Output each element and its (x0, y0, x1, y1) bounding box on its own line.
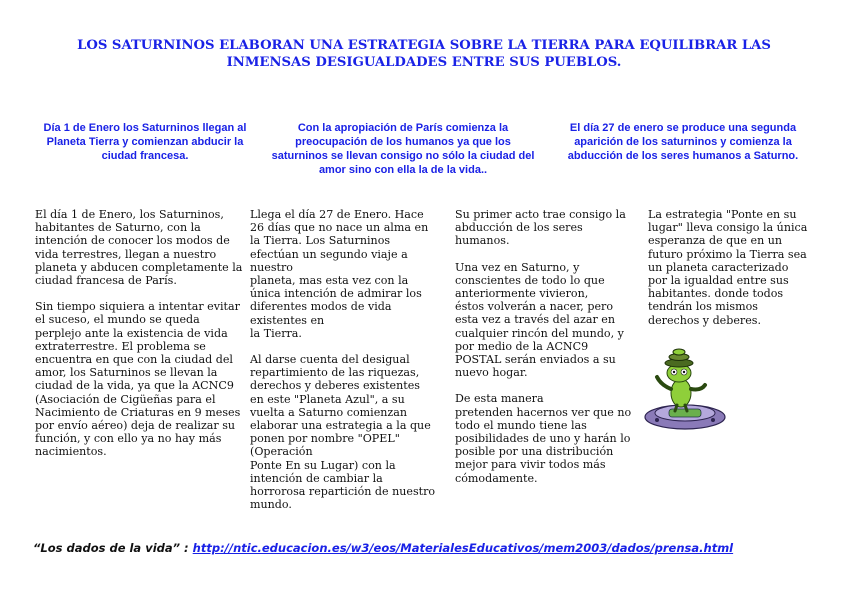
subtitle-paris: Con la apropiación de París comienza la preocupación de los humanos ya que los saturninos se llevan consigo no sólo la ciudad del amor sino con ella la de la vida.. (271, 122, 535, 176)
paragraph: Una vez en Saturno, y conscientes de todo lo que anteriormente vivieron, éstos volverán a nacer, pero esta vez a través del azar en cualquier rincón del mundo, y por medio de la ACNC9 POSTAL serán enviados a su nuevo hogar. (455, 260, 624, 380)
subtitle-day-1: Día 1 de Enero los Saturninos llegan al Planeta Tierra y comienzan abducir la ciudad francesa. (43, 122, 247, 162)
text-column-3 (455, 208, 637, 498)
text-column-4 (648, 208, 810, 340)
footer-quote: “Los dados de la vida” : (33, 541, 189, 555)
paragraph: El día 1 de Enero, los Saturninos, habitantes de Saturno, con la intención de conocer los modos de vida terrestres, llegan a nuestro planeta y abducen completamente la ciudad francesa de París. (35, 208, 243, 288)
paragraph: Al darse cuenta del desigual repartimiento de las riquezas, derechos y deberes existentes en este "Planeta Azul", a su vuelta a Saturno comienzan elaborar una estrategia a la que ponen por nombre "OPEL" (Operación Ponte En su Lugar) con la intención de cambiar la horrorosa repartición de nuestro mundo. (250, 353, 436, 512)
footer-link[interactable]: http://ntic.educacion.es/w3/eos/MaterialesEducativos/mem2003/dados/prensa.html (192, 541, 734, 555)
footer-citation (33, 541, 733, 555)
paragraph: La estrategia "Ponte en su lugar" lleva consigo la única esperanza de que en un futuro próximo la Tierra sea un planeta caracterizado por la igualdad entre sus habitantes. donde todos tendrán los mismos derechos y deberes. (648, 208, 808, 327)
page-title: LOS SATURNINOS ELABORAN UNA ESTRATEGIA SOBRE LA TIERRA PARA EQUILIBRAR LAS INMENSAS DESIGUALDADES ENTRE SUS PUEBLOS. (77, 38, 771, 70)
text-column-2 (250, 208, 440, 524)
paragraph: Sin tiempo siquiera a intentar evitar el suceso, el mundo se queda perplejo ante la existencia de vida extraterrestre. El problema se encuentra en que con la ciudad del amor, los Saturninos se llevan la ciudad de la vida, ya que la ACNC9 (Asociación de Cigüeñas para el Nacimiento de Criaturas en 9 meses por envío aéreo) deja de realizar su función, y con ello ya no hay más nacimientos. (35, 300, 241, 459)
subtitle-day-27: El día 27 de enero se produce una segunda aparición de los saturninos y comienza la abducción de los seres humanos a Saturno. (567, 122, 799, 162)
text-column-1 (35, 208, 245, 472)
paragraph: De esta manera pretenden hacernos ver que no todo el mundo tiene las posibilidades de uno y harán lo posible por una distribución mejor para vivir todos más cómodamente. (455, 392, 632, 485)
paragraph: Su primer acto trae consigo la abducción de los seres humanos. (455, 208, 626, 248)
paragraph: Llega el día 27 de Enero. Hace 26 días que no nace un alma en la Tierra. Los Saturninos efectúan un segundo viaje a nuestro planeta, mas esta vez con la única intención de admirar los diferentes modos de vida existentes en la Tierra. (250, 208, 429, 340)
alien-ufo-illustration (643, 343, 729, 433)
